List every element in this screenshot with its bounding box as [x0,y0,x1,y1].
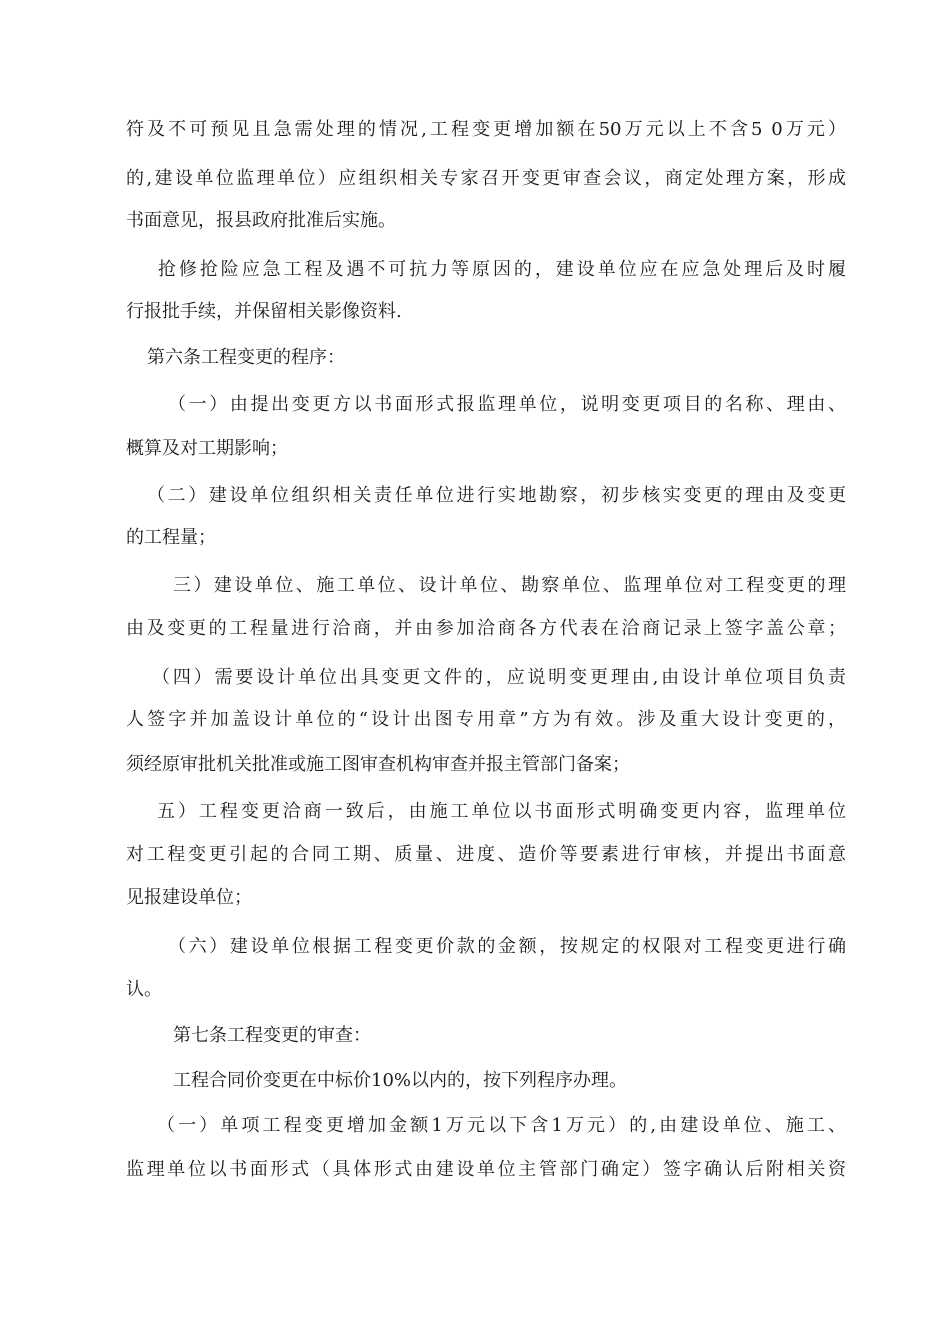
paragraph-line: （二）建设单位组织相关责任单位进行实地勘察，初步核实变更的理由及变更 [147,485,846,506]
paragraph-line: 须经原审批机关批准或施工图审查机构审查并报主管部门备案； [126,754,630,775]
paragraph-line: 概算及对工期影响； [126,438,288,459]
paragraph-line: 人签字并加盖设计单位的“设计出图专用章”方为有效。涉及重大设计变更的， [126,709,846,730]
paragraph-line: 行报批手续，并保留相关影像资料. [126,301,402,322]
paragraph-line: 抢修抢险应急工程及遇不可抗力等原因的，建设单位应在应急处理后及时履 [158,259,846,280]
paragraph-line: （六）建设单位根据工程变更价款的金额，按规定的权限对工程变更进行确 [168,936,846,957]
paragraph-line: （一）由提出变更方以书面形式报监理单位，说明变更项目的名称、理由、 [168,394,846,415]
paragraph-line: 的工程量； [126,527,216,548]
paragraph-line: 对工程变更引起的合同工期、质量、进度、造价等要素进行审核，并提出书面意 [126,844,846,865]
paragraph-line: 符及不可预见且急需处理的情况,工程变更增加额在50万元以上不含5 0万元） [126,119,846,140]
paragraph-line: 三）建设单位、施工单位、设计单位、勘察单位、监理单位对工程变更的理 [173,575,846,596]
paragraph-line: （四）需要设计单位出具变更文件的，应说明变更理由,由设计单位项目负责 [152,667,846,688]
paragraph-line: 由及变更的工程量进行洽商，并由参加洽商各方代表在洽商记录上签字盖公章； [126,618,846,639]
paragraph-line: 见报建设单位； [126,887,252,908]
paragraph-line: 认。 [126,979,162,1000]
paragraph-line: 监理单位以书面形式（具体形式由建设单位主管部门确定）签字确认后附相关资 [126,1159,846,1180]
paragraph-line: 五）工程变更洽商一致后，由施工单位以书面形式明确变更内容，监理单位 [157,801,846,822]
paragraph-line: 书面意见，报县政府批准后实施。 [126,210,396,231]
article-heading: 第七条工程变更的审查： [173,1025,371,1046]
paragraph-line: 的,建设单位监理单位）应组织相关专家召开变更审查会议，商定处理方案，形成 [126,168,846,189]
article-heading: 第六条工程变更的程序： [147,347,345,368]
paragraph-line: （一）单项工程变更增加金额1万元以下含1万元）的,由建设单位、施工、 [157,1115,846,1136]
paragraph-line: 工程合同价变更在中标价10%以内的，按下列程序办理。 [173,1070,628,1091]
